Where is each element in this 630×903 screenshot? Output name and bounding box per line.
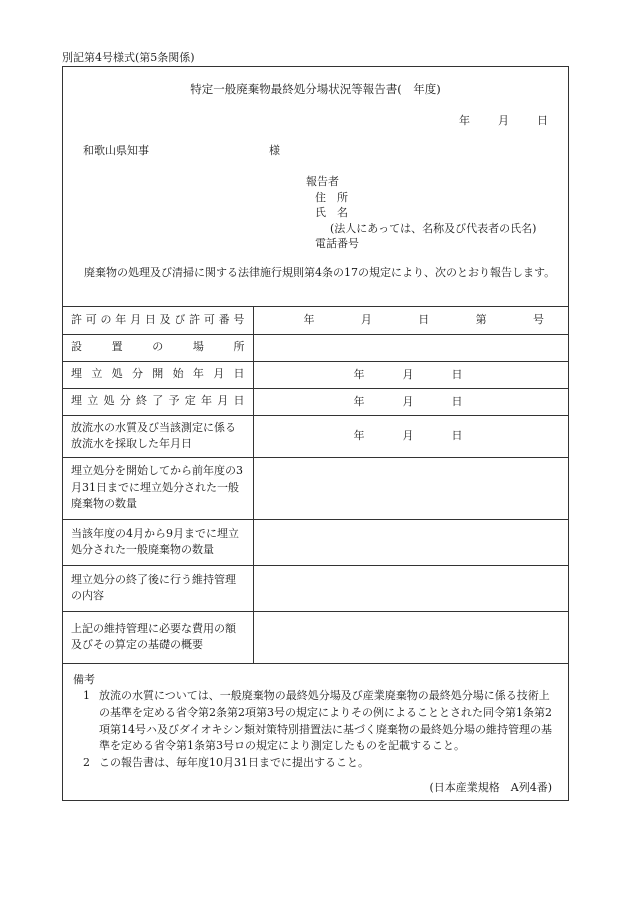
- start-label-text: 埋 立 処 分 開 始 年 月 日: [71, 367, 245, 381]
- note-number: 2: [83, 756, 90, 770]
- start-year: 年: [353, 367, 365, 381]
- permit-label: [63, 307, 253, 334]
- permit-month: 月: [360, 313, 372, 326]
- amount-cur-label: 当該年度の4月から9月までに埋立処分された一般廃棄物の数量: [63, 519, 253, 565]
- amount-cur-value[interactable]: [253, 519, 568, 565]
- addressee: [83, 143, 280, 160]
- cost-value[interactable]: [253, 611, 568, 663]
- water-label: 放流水の水質及び当該測定に係る放流水を採取した年月日: [63, 415, 253, 457]
- water-value[interactable]: [253, 415, 568, 457]
- reporter-block: [306, 174, 536, 252]
- water-year: 年: [353, 428, 365, 442]
- report-form: [62, 66, 569, 801]
- table-row: [63, 415, 568, 457]
- end-day: 日: [451, 394, 463, 408]
- permit-year: 年: [303, 313, 315, 326]
- date-year: 年: [459, 114, 470, 127]
- reporter-address: 住 所: [315, 190, 348, 204]
- end-value[interactable]: [253, 388, 568, 415]
- cost-label: 上記の維持管理に必要な費用の額及びその算定の基礎の概要: [63, 611, 253, 663]
- table-row: [63, 565, 568, 611]
- note-item: [73, 755, 558, 772]
- note-item: [73, 688, 558, 755]
- maintenance-value[interactable]: [253, 565, 568, 611]
- reporter-corp-note: (法人にあっては、名称及び代表者の氏名): [330, 221, 537, 235]
- location-value[interactable]: [253, 334, 568, 361]
- notes-section: [63, 664, 568, 772]
- table-row: [63, 334, 568, 361]
- end-year: 年: [353, 394, 365, 408]
- table-row: [63, 361, 568, 388]
- report-date: [459, 113, 548, 130]
- table-row: [63, 307, 568, 334]
- permit-value[interactable]: [253, 307, 568, 334]
- table-row: [63, 519, 568, 565]
- preamble-text: 廃棄物の処理及び清掃に関する法律施行規則第4条の17の規定により、次のとおり報告します。: [84, 266, 556, 279]
- document-title: 特定一般廃棄物最終処分場状況等報告書( 年度): [190, 82, 441, 96]
- date-month: 月: [498, 114, 509, 127]
- location-label-text: 設 置 の 場 所: [71, 340, 245, 354]
- table-row: [63, 611, 568, 663]
- amount-prev-value[interactable]: [253, 457, 568, 519]
- addressee-name: 和歌山県知事: [83, 144, 149, 157]
- report-table: [63, 307, 568, 664]
- reporter-phone: 電話番号: [315, 237, 359, 250]
- water-month: 月: [402, 428, 414, 442]
- notes-heading: 備考: [73, 672, 95, 686]
- addressee-honorific: 様: [269, 144, 280, 157]
- reporter-label: 報告者: [306, 175, 339, 188]
- form-number-label: 別記第4号様式(第5条関係): [62, 51, 195, 64]
- table-row: [63, 457, 568, 519]
- water-day: 日: [451, 428, 463, 442]
- date-day: 日: [537, 114, 548, 127]
- location-label: [63, 334, 253, 361]
- permit-label-text: 許 可 の 年 月 日 及 び 許 可 番 号: [71, 313, 245, 326]
- start-value[interactable]: [253, 361, 568, 388]
- maintenance-label: 埋立処分の終了後に行う維持管理の内容: [63, 565, 253, 611]
- start-label: [63, 361, 253, 388]
- start-month: 月: [402, 367, 414, 381]
- table-row: [63, 388, 568, 415]
- permit-no: 第: [475, 313, 487, 326]
- end-label-text: 埋 立 処 分 終 了 予 定 年 月 日: [71, 394, 245, 408]
- end-month: 月: [402, 394, 414, 408]
- amount-prev-label: 埋立処分を開始してから前年度の3月31日までに埋立処分された一般廃棄物の数量: [63, 457, 253, 519]
- permit-go: 号: [533, 313, 544, 326]
- end-label: [63, 388, 253, 415]
- note-number: 1: [83, 689, 90, 703]
- paper-spec-label: (日本産業規格 A列4番): [429, 781, 552, 794]
- reporter-name: 氏 名: [315, 206, 348, 219]
- start-day: 日: [451, 367, 463, 381]
- note-text: この報告書は、毎年度10月31日までに提出すること。: [99, 756, 369, 770]
- note-text: 放流の水質については、一般廃棄物の最終処分場及び産業廃棄物の最終処分場に係る技術上の基準を定める省令第2条第2項第3号の規定によりその例によることとされた同令第1条第2項第14号ハ及びダイオキシン類対策特別措置法に基づく廃棄物の最終処分場の維持管理の基準を定める省令第1条第3号ロの規定により測定したものを記載すること。: [99, 689, 553, 753]
- report-header: [63, 67, 568, 307]
- permit-day: 日: [418, 313, 430, 326]
